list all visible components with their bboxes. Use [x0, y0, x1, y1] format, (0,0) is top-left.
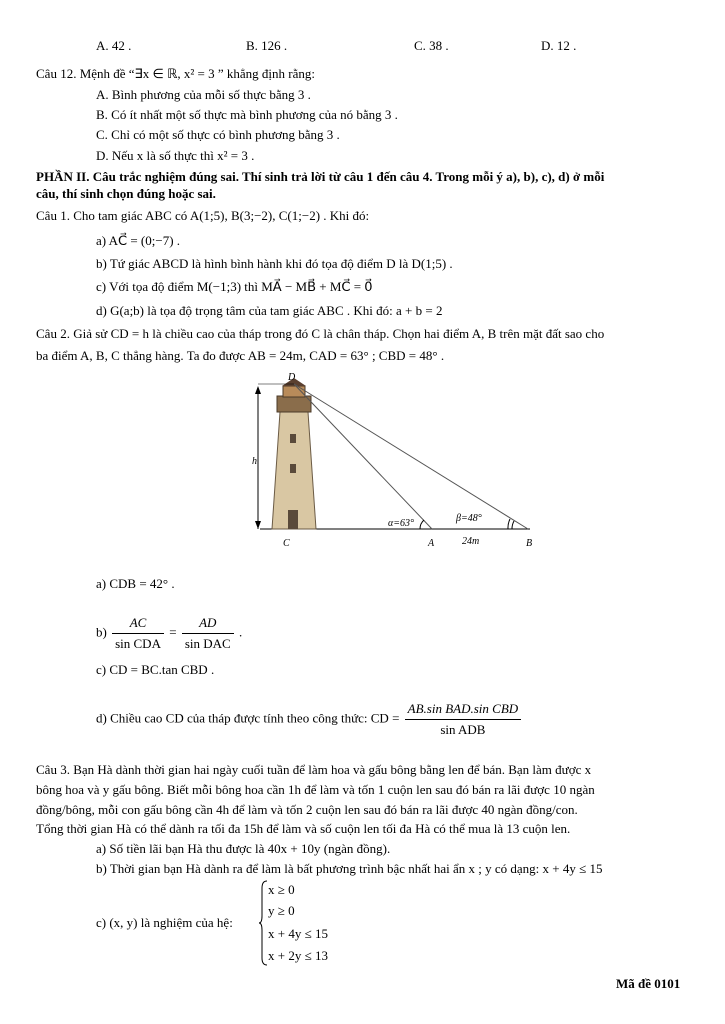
system-eq-1: x ≥ 0 [268, 882, 295, 897]
label-a: A [428, 538, 435, 549]
q11-option-b: B. 126 . [246, 38, 288, 53]
part2-heading-line1: PHẦN II. Câu trắc nghiệm đúng sai. Thí sinh trả lời từ câu 1 đến câu 4. Trong mỗi ý a), b), c), d) ở mỗi [36, 169, 605, 184]
q2-stem-line1: Câu 2. Giả sử CD = h là chiều cao của tháp trong đó C là chân tháp. Chọn hai điểm A, B trên mặt đất sao cho [36, 326, 605, 341]
fraction-ac: $\frac{AC}{\text{sin CDA}}$ [112, 614, 164, 653]
q2-item-a: a) CDB = 42° . [96, 576, 175, 591]
q12-option-c: C. Chỉ có một số thực có bình phương bằng 3 . [96, 127, 340, 142]
q12-stem: Câu 12. Mệnh đề “∃x ∈ ℝ, x² = 3 ” khẳng định rằng: [36, 66, 315, 81]
label-b: B [526, 538, 533, 549]
system-eq-2: y ≥ 0 [268, 903, 295, 918]
q1-stem: Câu 1. Cho tam giác ABC có A(1;5), B(3;−2), C(1;−2) . Khi đó: [36, 208, 370, 223]
label-beta: β=48° [456, 513, 482, 524]
label-alpha: α=63° [388, 518, 414, 529]
label-d: D [288, 372, 296, 383]
q3-stem-line3: đồng/bông, mỗi con gấu bông cần 4h để làm và tốn 2 cuộn len sau đó bán ra lãi được 40 ngàn đồng/con. [36, 802, 578, 817]
q12-option-d: D. Nếu x là số thực thì x² = 3 . [96, 148, 255, 163]
q2-item-b: b) $\frac{AC}{\text{sin CDA}}$ = $\frac{AD}{\text{sin DAC}}$ . [96, 615, 243, 651]
exam-code: Mã đề 0101 [616, 976, 681, 991]
q12-option-a: A. Bình phương của mỗi số thực bằng 3 . [96, 87, 311, 102]
fraction-cd: $\frac{\text{AB.sin BAD.sin CBD}}{\text{sin ADB}}$ [405, 700, 522, 739]
system-eq-3: x + 4y ≤ 15 [268, 926, 328, 941]
q3-stem-line1: Câu 3. Bạn Hà dành thời gian hai ngày cuối tuần để làm hoa và gấu bông bằng len để bán. Bạn làm được x [36, 762, 592, 777]
q2-item-c: c) CD = BC.tan CBD . [96, 662, 215, 677]
q2-item-d [96, 700, 523, 739]
fraction-ad: $\frac{AD}{\text{sin DAC}}$ [182, 614, 234, 653]
q11-option-d: D. 12 . [541, 38, 577, 53]
q3-item-a: a) Số tiền lãi bạn Hà thu được là 40x + 10y (ngàn đồng). [96, 841, 391, 856]
system-eq-4: x + 2y ≤ 13 [268, 948, 328, 963]
part2-heading-line2: câu, thí sinh chọn đúng hoặc sai. [36, 186, 216, 201]
q1-item-b: b) Tứ giác ABCD là hình bình hành khi đó tọa độ điểm D là D(1;5) . [96, 256, 453, 271]
q3-stem-line4: Tổng thời gian Hà có thể dành ra tối đa 15h để làm và số cuộn len tối đa Hà có thể mua là 13 cuộn len. [36, 821, 571, 836]
lighthouse-figure [250, 372, 550, 552]
q1-item-d: d) G(a;b) là tọa độ trọng tâm của tam giác ABC . Khi đó: a + b = 2 [96, 303, 443, 318]
q3-stem-line2: bông hoa và y gấu bông. Biết mỗi bông hoa cần 1h để làm và tốn 1 cuộn len sau đó bán ra lãi được 10 ngàn [36, 782, 595, 797]
lighthouse-gallery [277, 396, 311, 412]
q2-stem-line2: ba điểm A, B, C thẳng hàng. Ta đo được AB = 24m, CAD = 63° ; CBD = 48° . [36, 348, 445, 363]
q11-option-a: A. 42 . [96, 38, 132, 53]
q1-item-c: c) Với tọa độ điểm M(−1;3) thì MA⃗ − MB⃗ + MC⃗ = 0⃗ [96, 279, 373, 294]
q11-option-c: C. 38 . [414, 38, 449, 53]
q3-item-c: c) (x, y) là nghiệm của hệ: [96, 915, 233, 930]
label-c: C [283, 538, 290, 549]
q1-item-a: a) AC⃗ = (0;−7) . [96, 233, 181, 248]
system-brace [258, 880, 268, 966]
q2-item-b-label: b) [96, 624, 107, 640]
q12-option-b: B. Có ít nhất một số thực mà bình phương của nó bằng 3 . [96, 107, 398, 122]
q3-item-b: b) Thời gian bạn Hà dành ra để làm là bất phương trình bậc nhất hai ẩn x ; y có dạng: x + 4y ≤ 15 [96, 861, 603, 876]
label-distance: 24m [462, 536, 480, 547]
label-h: h [252, 456, 257, 467]
q2-item-d-text: d) Chiều cao CD của tháp được tính theo công thức: CD = [96, 710, 400, 726]
